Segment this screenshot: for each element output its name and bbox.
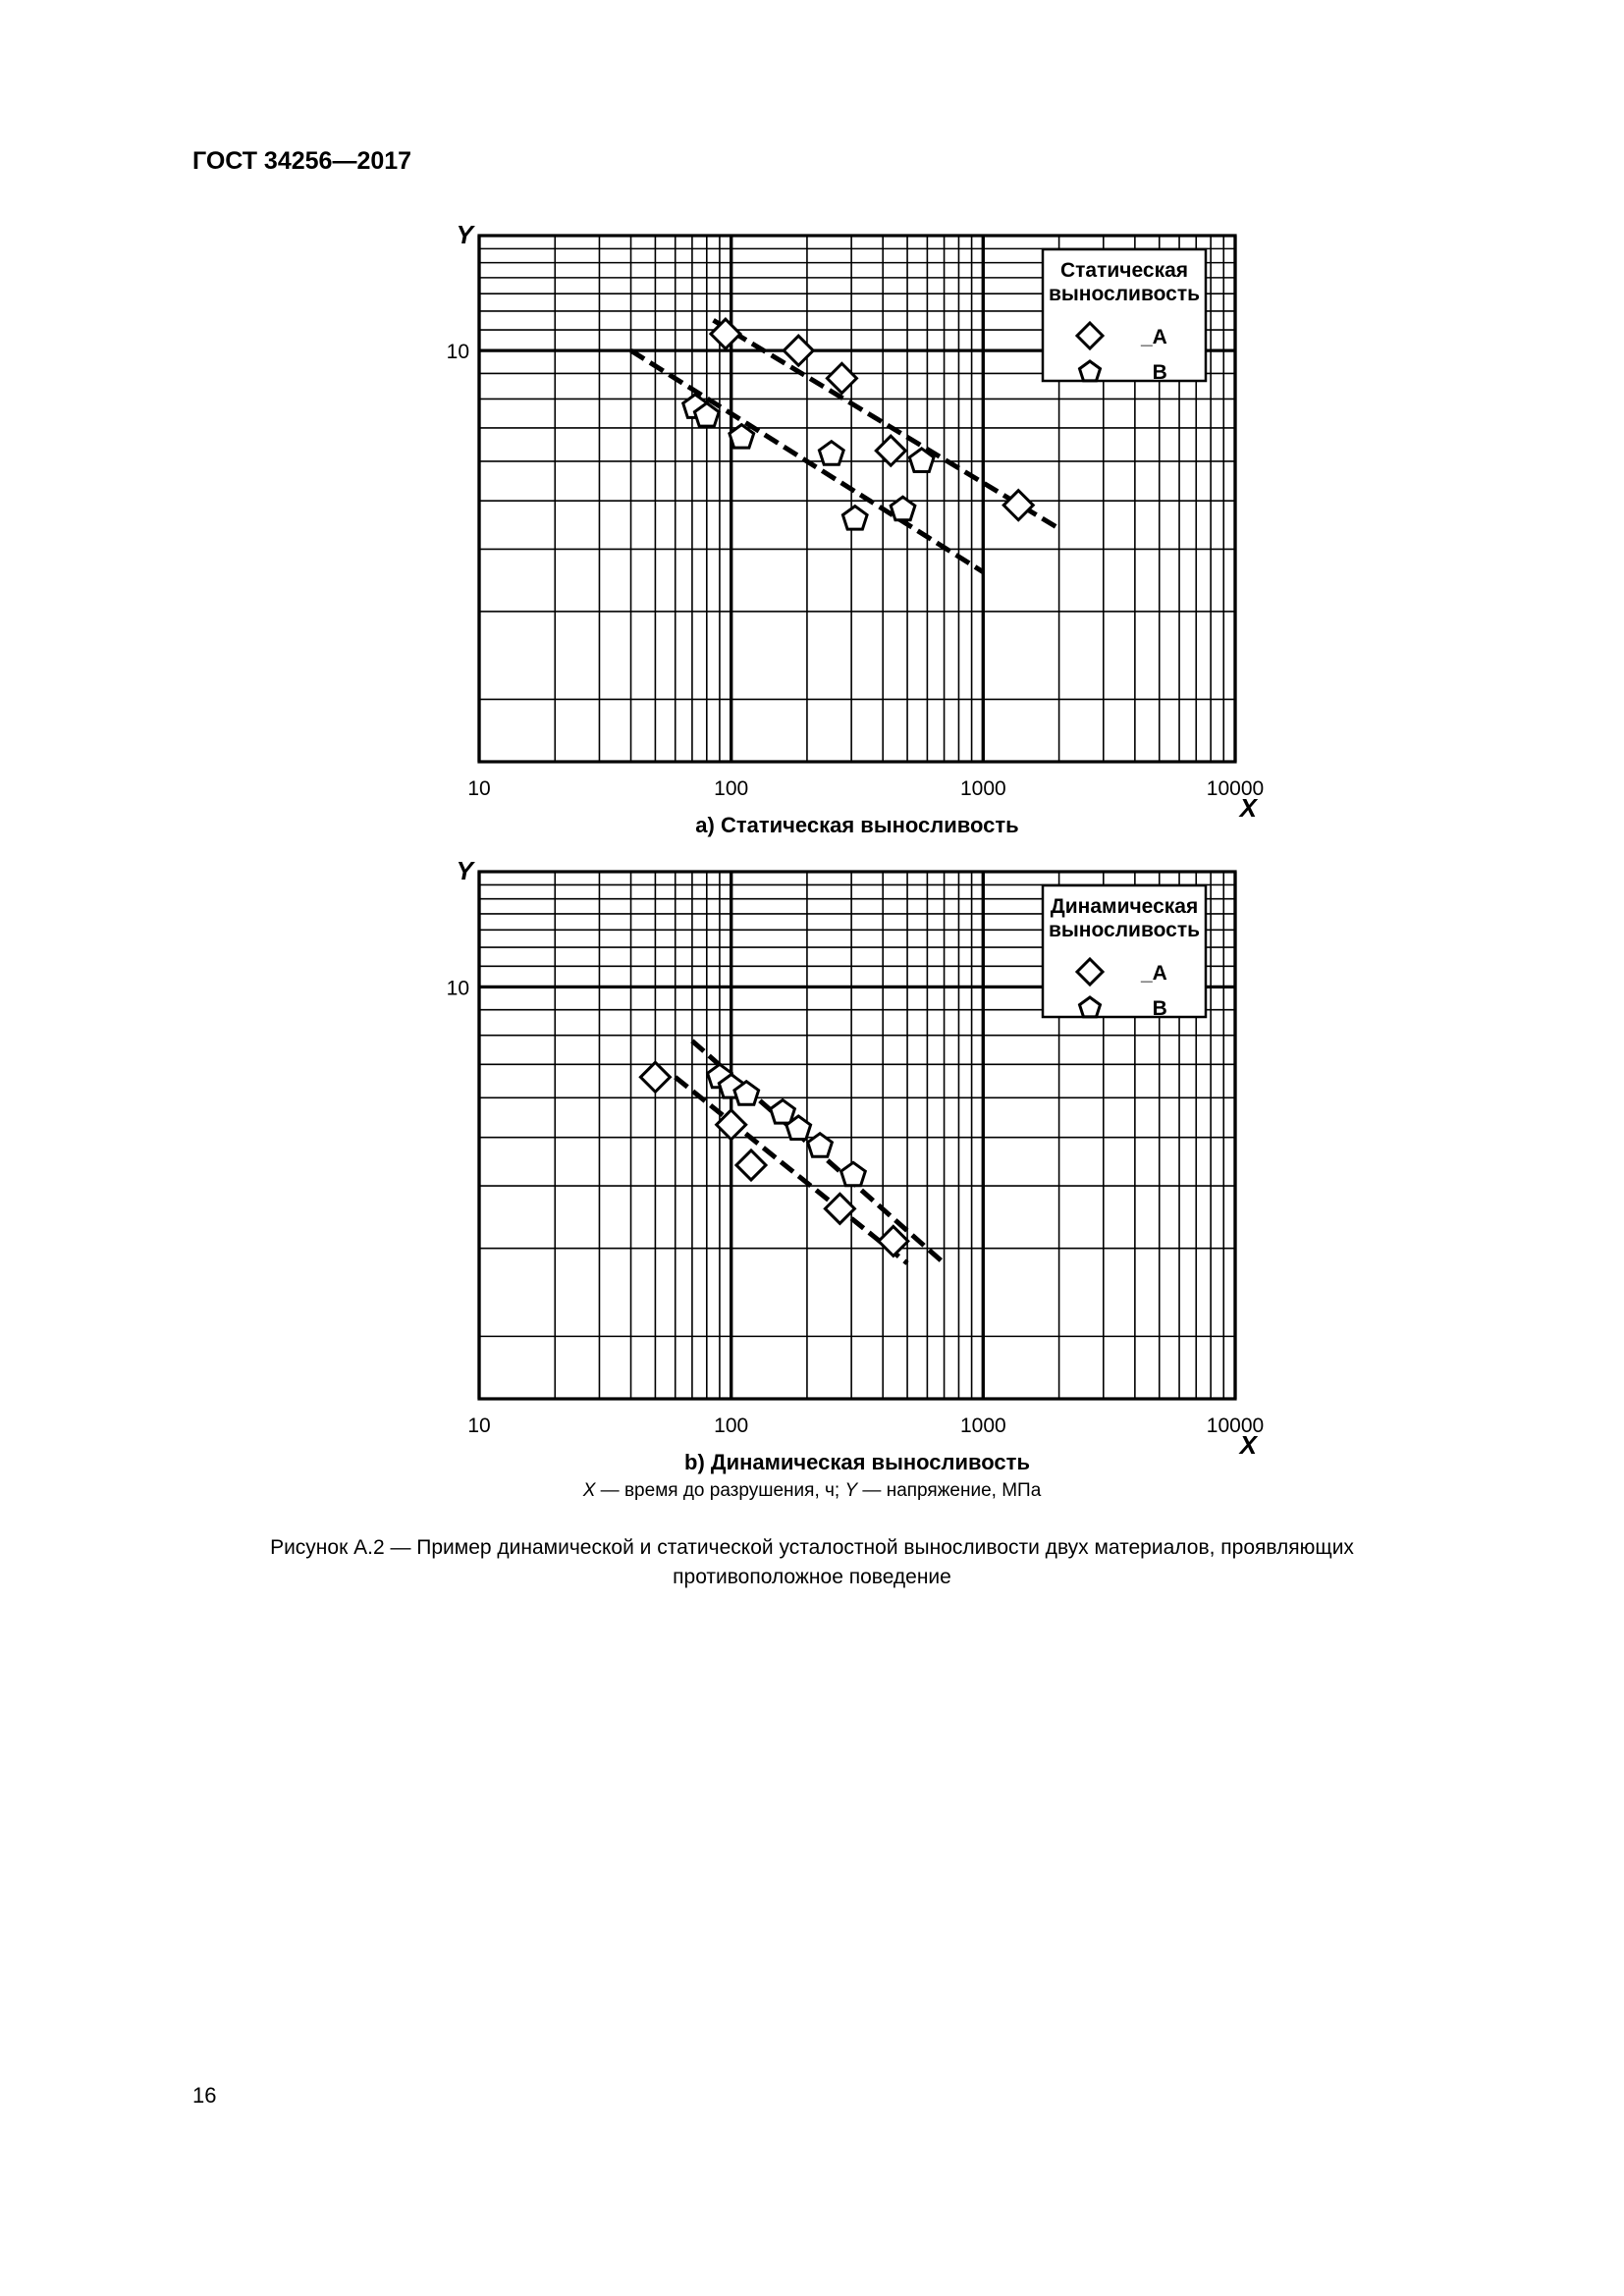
legend-entry: _B xyxy=(1141,997,1167,1020)
x-tick-label: 1000 xyxy=(959,777,1006,800)
legend-entry: _A xyxy=(1141,326,1167,348)
legend-title: Статическая xyxy=(1059,259,1189,282)
pentagon-point xyxy=(771,1100,795,1124)
x-axis-label: X xyxy=(1239,793,1257,823)
figure-caption-line-1: Рисунок А.2 — Пример динамической и статической усталостной выносливости двух материалов, проявляющих xyxy=(270,1536,1354,1559)
figure-caption xyxy=(147,1533,1477,1592)
diamond-point xyxy=(640,1062,670,1092)
x-tick-label: 1000 xyxy=(959,1415,1006,1437)
legend-title: выносливость xyxy=(1048,283,1201,305)
x-symbol: X xyxy=(582,1480,596,1501)
chart-subtitle: a) Статическая выносливость xyxy=(695,813,1019,837)
x-tick-label: 10000 xyxy=(1206,777,1265,800)
document-header: ГОСТ 34256—2017 xyxy=(192,147,412,175)
diamond-point xyxy=(736,1150,766,1180)
page-number: 16 xyxy=(192,2083,217,2108)
legend-title: Динамическая xyxy=(1050,895,1199,918)
y-tick-label: 10 xyxy=(446,977,469,1000)
chart-subtitle: b) Динамическая выносливость xyxy=(684,1450,1030,1474)
x-tick-label: 10 xyxy=(467,777,491,800)
pentagon-point xyxy=(841,1162,866,1186)
x-description: — время до разрушения, ч; xyxy=(595,1480,845,1501)
legend-entry: _B xyxy=(1141,361,1167,384)
x-tick-label: 10000 xyxy=(1206,1415,1265,1437)
x-tick-label: 100 xyxy=(714,777,749,800)
legend-entry: _A xyxy=(1141,962,1167,985)
x-tick-label: 100 xyxy=(714,1415,749,1437)
y-description: — напряжение, МПа xyxy=(857,1480,1042,1501)
y-tick-label: 10 xyxy=(446,341,469,364)
y-axis-label: Y xyxy=(456,220,473,249)
x-tick-label: 10 xyxy=(467,1415,491,1437)
x-axis-label: X xyxy=(1239,1430,1257,1460)
axis-legend-note xyxy=(0,1480,1624,1502)
figure-caption-line-2: противоположное поведение xyxy=(673,1566,951,1588)
y-axis-label: Y xyxy=(456,856,473,885)
y-symbol: Y xyxy=(844,1480,858,1501)
legend-title: выносливость xyxy=(1048,919,1201,941)
legend xyxy=(1043,885,1206,1020)
